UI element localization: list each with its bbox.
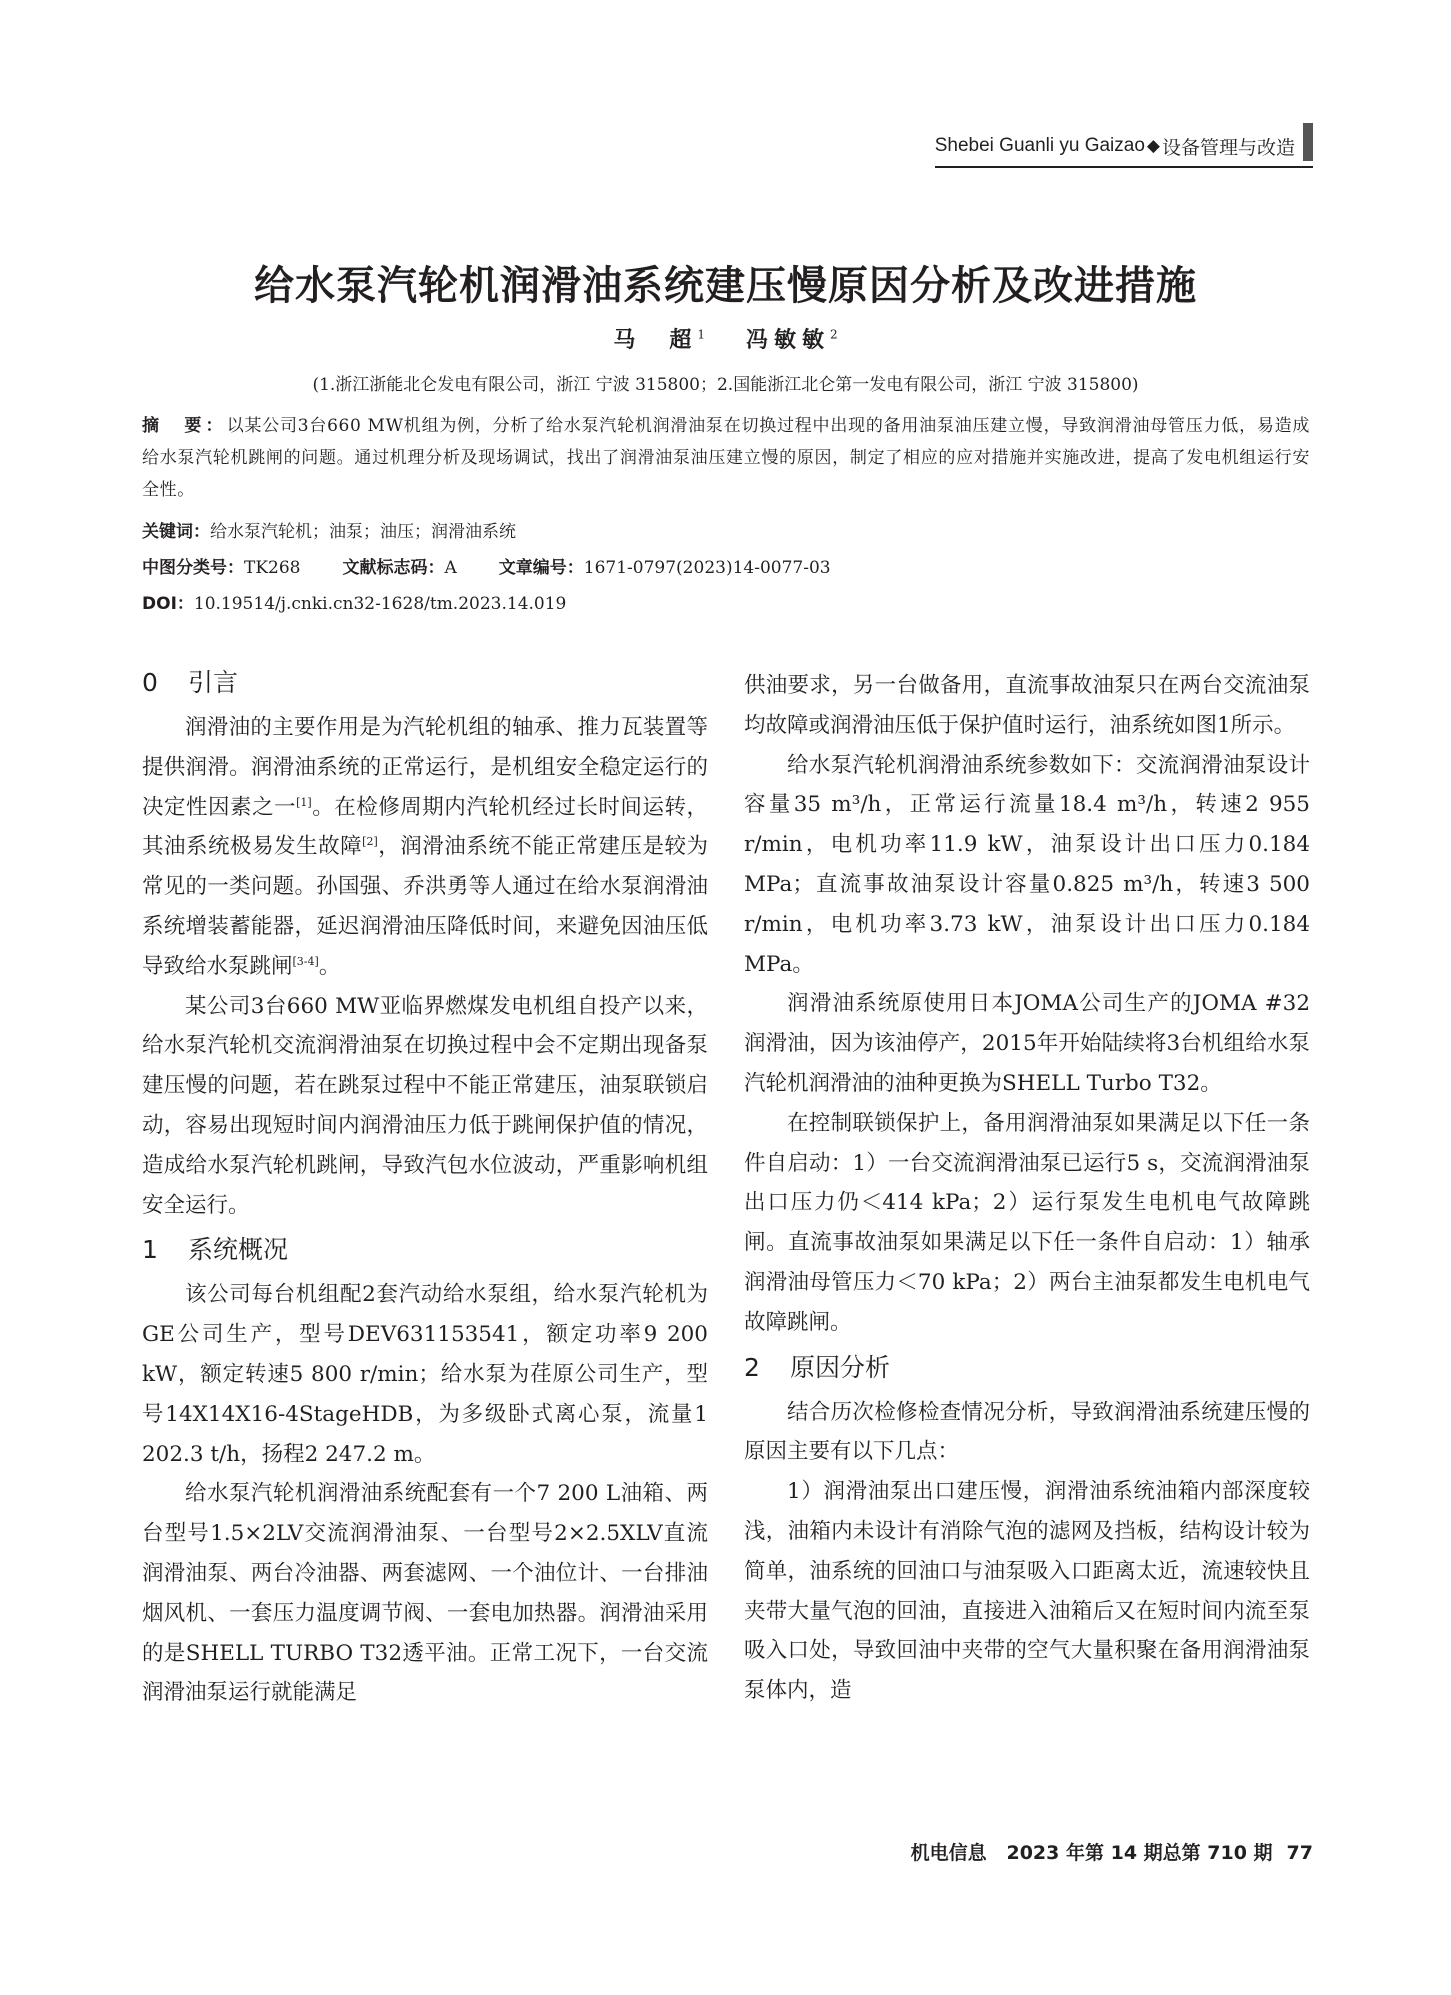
paragraph: 该公司每台机组配2套汽动给水泵组，给水泵汽轮机为GE公司生产，型号DEV631153541，额定功率9 200 kW，额定转速5 800 r/min；给水泵为荏原公司生产，型号14X14X16-4StageHDB，为多级卧式离心泵，流量1 202.3 t/h，扬程2 247.2 m。 <box>142 1282 708 1467</box>
affiliations: (1.浙江浙能北仑发电有限公司，浙江 宁波 315800；2.国能浙江北仑第一发电有限公司，浙江 宁波 315800) <box>312 375 1139 395</box>
header-bar-decoration <box>1303 123 1313 161</box>
doi-value: 10.19514/j.cnki.cn32-1628/tm.2023.14.019 <box>193 594 567 614</box>
author-name: 冯敏敏 <box>745 327 830 353</box>
author-affil-mark: 1 <box>697 327 705 342</box>
citation: [1] <box>296 795 312 809</box>
paragraph: 给水泵汽轮机润滑油系统配套有一个7 200 L油箱、两台型号1.5×2LV交流润滑油泵、一台型号2×2.5XLV直流润滑油泵、两台冷油器、两套滤网、一个油位计、一台排油烟风机、一套压力温度调节阀、一套电加热器。润滑油采用的是SHELL TURBO T32透平油。正常工况下，一台交流润滑油泵运行就能满足 <box>142 1481 708 1706</box>
doi-label: DOI： <box>142 594 194 614</box>
right-column <box>744 666 1310 1711</box>
section-heading: 0 引言 <box>142 668 239 697</box>
abstract-text: 以某公司3台660 MW机组为例，分析了给水泵汽轮机润滑油泵在切换过程中出现的备用油泵油压建立慢，导致润滑油母管压力低，易造成给水泵汽轮机跳闸的问题。通过机理分析及现场调试，找出了润滑油泵油压建立慢的原因，制定了相应的应对措施并实施改进，提高了发电机组运行安全性。 <box>142 416 1310 500</box>
clc-value: TK268 <box>244 558 301 578</box>
author-list <box>0 323 1451 354</box>
classification-row <box>142 552 1310 584</box>
citation: [3-4] <box>292 954 319 968</box>
footer-issue: 2023 年第 14 期总第 710 期 <box>1006 1842 1273 1864</box>
page-footer <box>911 1838 1313 1865</box>
paragraph: 给水泵汽轮机润滑油系统参数如下：交流润滑油泵设计容量35 m³/h，正常运行流量18.4 m³/h，转速2 955 r/min，电机功率11.9 kW，油泵设计出口压力0.184 MPa；直流事故油泵设计容量0.825 m³/h，转速3 500 r/min，电机功率3.73 kW，油泵设计出口压力0.184 MPa。 <box>744 752 1310 977</box>
footer-journal: 机电信息 <box>910 1842 987 1864</box>
journal-pinyin: Shebei Guanli yu Gaizao <box>934 135 1145 156</box>
article-no-value: 1671-0797(2023)14-0077-03 <box>583 558 831 578</box>
keywords <box>142 516 1310 548</box>
author-affil-mark: 2 <box>830 327 838 342</box>
author-name: 马 超 <box>613 327 698 353</box>
left-column <box>142 666 708 1713</box>
paragraph: 润滑油的主要作用是为汽轮机组的轴承、推力瓦装置等提供润滑。润滑油系统的正常运行，是机组安全稳定运行的决定性因素之一[1]。在检修周期内汽轮机经过长时间运转，其油系统极易发生故障[2]，润滑油系统不能正常建压是较为常见的一类问题。孙国强、乔洪勇等人通过在给水泵润滑油系统增装蓄能器，延迟润滑油压降低时间，来避免因油压低导致给水泵跳闸[3-4]。 <box>142 715 708 979</box>
paper-title: 给水泵汽轮机润滑油系统建压慢原因分析及改进措施 <box>254 263 1197 309</box>
journal-cn: 设备管理与改造 <box>1161 137 1295 159</box>
article-no-label: 文章编号： <box>498 558 584 578</box>
running-header <box>935 128 1313 168</box>
abstract-label: 摘 要： <box>142 416 227 436</box>
paragraph: 1）润滑油泵出口建压慢，润滑油系统油箱内部深度较浅，油箱内未设计有消除气泡的滤网及挡板，结构设计较为简单，油系统的回油口与油泵吸入口距离太近，流速较快且夹带大量气泡的回油，直接进入油箱后又在短时间内流至泵吸入口处，导致回油中夹带的空气大量积聚在备用润滑油泵泵体内，造 <box>744 1479 1310 1704</box>
paragraph: 在控制联锁保护上，备用润滑油泵如果满足以下任一条件自启动：1）一台交流润滑油泵已运行5 s，交流润滑油泵出口压力仍＜414 kPa；2）运行泵发生电机电气故障跳闸。直流事故油泵如果满足以下任一条件自启动：1）轴承润滑油母管压力＜70 kPa；2）两台主油泵都发生电机电气故障跳闸。 <box>744 1110 1310 1335</box>
section-heading: 2 原因分析 <box>744 1352 891 1382</box>
paragraph: 某公司3台660 MW亚临界燃煤发电机组自投产以来，给水泵汽轮机交流润滑油泵在切换过程中会不定期出现备泵建压慢的问题，若在跳泵过程中不能正常建压，油泵联锁启动，容易出现短时间内润滑油压力低于跳闸保护值的情况，造成给水泵汽轮机跳闸，导致汽包水位波动，严重影响机组安全运行。 <box>142 993 708 1218</box>
page-number: 77 <box>1286 1842 1313 1864</box>
keywords-text: 给水泵汽轮机；油泵；油压；润滑油系统 <box>210 522 516 542</box>
paragraph: 供油要求，另一台做备用，直流事故油泵只在两台交流油泵均故障或润滑油压低于保护值时运行，油系统如图1所示。 <box>744 673 1310 738</box>
clc-label: 中图分类号： <box>142 558 244 578</box>
diamond-icon: ◆ <box>1146 136 1160 155</box>
section-heading: 1 系统概况 <box>142 1235 289 1265</box>
citation: [2] <box>362 835 378 849</box>
doi-row <box>142 588 1310 620</box>
doc-code-value: A <box>444 558 457 578</box>
keywords-label: 关键词： <box>142 522 210 542</box>
doc-code-label: 文献标志码： <box>342 558 445 578</box>
paragraph: 结合历次检修检查情况分析，导致润滑油系统建压慢的原因主要有以下几点： <box>744 1399 1310 1465</box>
abstract <box>142 410 1310 506</box>
paragraph: 润滑油系统原使用日本JOMA公司生产的JOMA #32润滑油，因为该油停产，2015年开始陆续将3台机组给水泵汽轮机润滑油的油种更换为SHELL Turbo T32。 <box>744 991 1310 1096</box>
